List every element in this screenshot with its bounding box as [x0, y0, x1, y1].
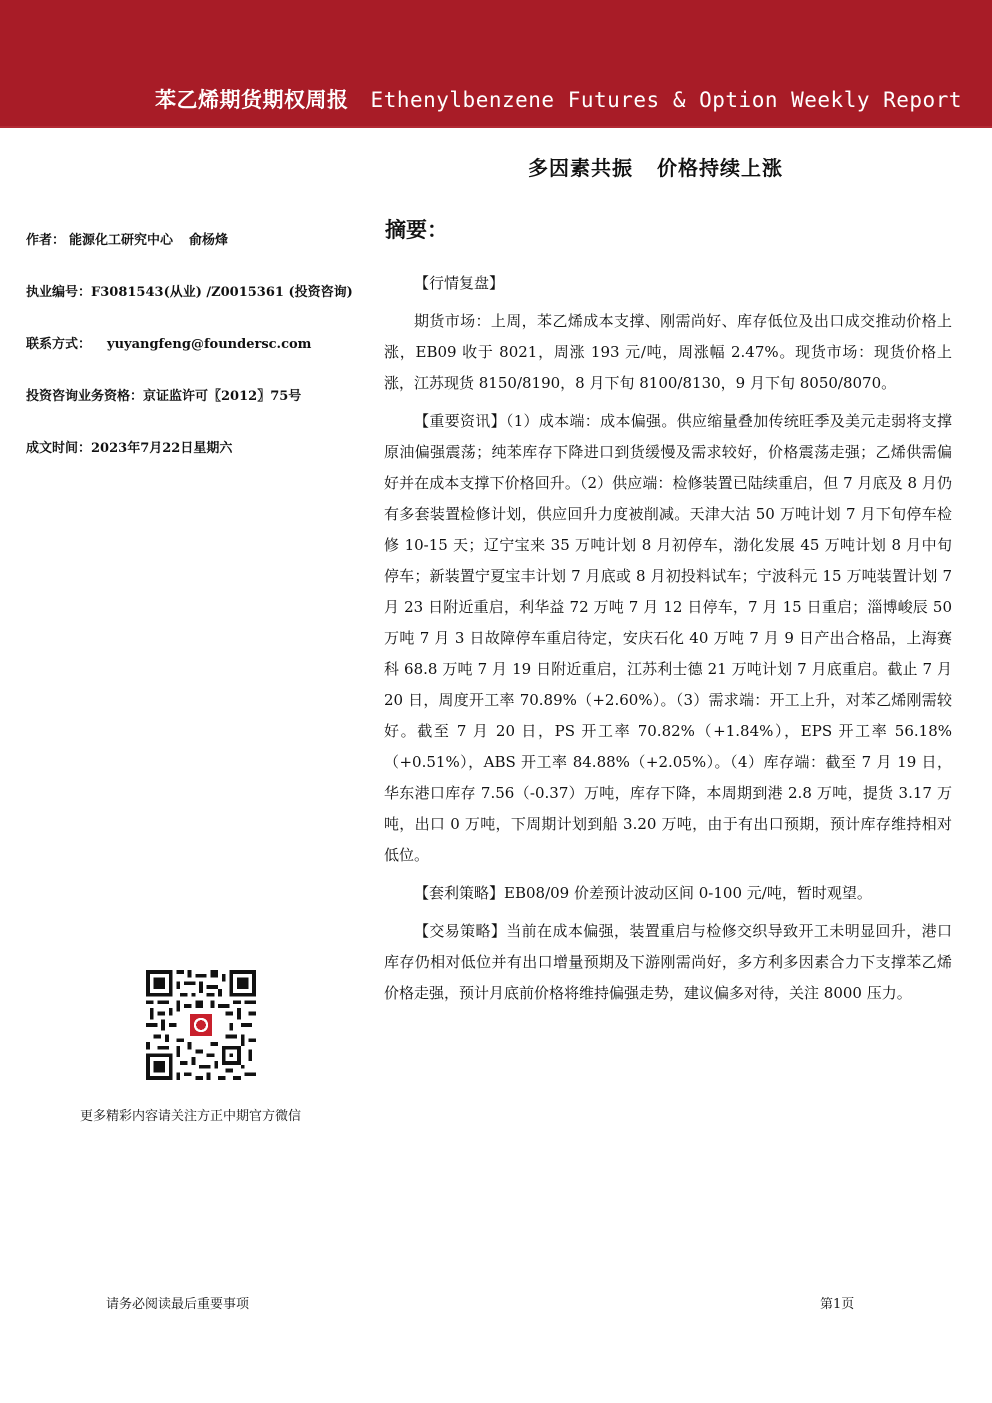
banner-divider [0, 126, 992, 128]
qualification-value: 京证监许可〖2012〗75号 [143, 389, 302, 404]
license-value: F3081543(从业) /Z0015361 (投资咨询) [91, 285, 353, 300]
contact-row [26, 336, 366, 388]
report-title-cn: 苯乙烯期货期权周报 [155, 88, 349, 112]
report-title [155, 84, 962, 114]
section-label: 【交易策略】 [414, 922, 507, 940]
qualification-label: 投资咨询业务资格： [26, 389, 144, 404]
license-row [26, 284, 366, 336]
section-label: 【行情复盘】 [414, 274, 505, 292]
footer-notice: 请务必阅读最后重要事项 [106, 1297, 250, 1312]
summary-title: 摘要： [385, 218, 448, 242]
summary-body [384, 268, 952, 1016]
page-number: 第1页 [820, 1297, 855, 1312]
section-text: 期货市场：上周，苯乙烯成本支撑、刚需尚好、库存低位及出口成交推动价格上涨，EB09 收于 8021，周涨 193 元/吨，周涨幅 2.47%。现货市场：现货价格上涨，江苏现货 8150/8190，8 月下旬 8100/8130，9 月下旬 8050/8070。 [384, 312, 952, 392]
report-title-en: Ethenylbenzene Futures & Option Weekly Report [370, 88, 962, 112]
section-trading-strategy [384, 916, 952, 1009]
headline [528, 152, 783, 181]
date-value: 2023年7月22日星期六 [91, 441, 233, 456]
section-text: EB08/09 价差预计波动区间 0-100 元/吨，暂时观望。 [504, 884, 872, 902]
section-text: 当前在成本偏强，装置重启与检修交织导致开工未明显回升，港口库存仍相对低位并有出口增量预期及下游刚需尚好，多方利多因素合力下支撑苯乙烯价格走强，预计月底前价格将维持偏强走势，建议偏多对待，关注 8000 压力。 [384, 922, 952, 1002]
contact-label: 联系方式： [26, 337, 92, 352]
qualification-row [26, 388, 366, 440]
wechat-qr-code [146, 970, 256, 1080]
contact-email[interactable]: yuyangfeng@foundersc.com [107, 337, 312, 352]
license-label: 执业编号： [26, 285, 92, 300]
qr-caption: 更多精彩内容请关注方正中期官方微信 [80, 1109, 302, 1124]
author-row [26, 232, 366, 284]
section-arbitrage [384, 878, 952, 909]
section-key-news [384, 406, 952, 871]
author-name: 俞杨烽 [189, 233, 229, 248]
date-label: 成文时间： [26, 441, 92, 456]
section-market-review [384, 306, 952, 399]
author-dept: 能源化工研究中心 [69, 233, 174, 248]
section-label: 【套利策略】 [414, 884, 505, 902]
author-info [26, 232, 366, 492]
header-banner [0, 0, 992, 126]
author-label: 作者： [26, 233, 66, 248]
headline-part2: 价格持续上涨 [657, 156, 783, 180]
section-text: （1）成本端：成本偏强。供应缩量叠加传统旺季及美元走弱将支撑原油偏强震荡；纯苯库存下降进口到货缓慢及需求较好，价格震荡走强；乙烯供需偏好并在成本支撑下价格回升。（2）供应端：检修装置已陆续重启，但 7 月底及 8 月仍有多套装置检修计划，供应回升力度被削减。天津大沽 50 万吨计划 7 月下旬停车检修 10-15 天；辽宁宝来 35 万吨计划 8 月初停车，渤化发展 45 万吨计划 8 月中旬停车；新装置宁夏宝丰计划 7 月底或 8 月初投料试车；宁波科元 15 万吨装置计划 7 月 23 日附近重启，利华益 72 万吨 7 月 12 日停车，7 月 15 日重启；淄博峻辰 50 万吨 7 月 3 日故障停车重启待定，安庆石化 40 万吨 7 月 9 日产出合格品，上海赛科 68.8 万吨 7 月 19 日附近重启，江苏利士德 21 万吨计划 7 月底重启。截止 7 月 20 日，周度开工率 70.89%（+2.60%）。（3）需求端：开工上升，对苯乙烯刚需较好。截至 7 月 20 日，PS 开工率 70.82%（+1.84%），EPS 开工率 56.18%（+0.51%），ABS 开工率 84.88%（+2.05%）。（4）库存端：截至 7 月 19 日，华东港口库存 7.56（-0.37）万吨，库存下降，本周期到港 2.8 万吨，提货 3.17 万吨，出口 0 万吨，下周期计划到船 3.20 万吨，由于有出口预期，预计库存维持相对低位。 [384, 412, 952, 864]
date-row [26, 440, 366, 492]
section-label: 【重要资讯】 [414, 412, 506, 430]
section-market-review-heading [384, 268, 952, 299]
headline-part1: 多因素共振 [528, 156, 633, 180]
